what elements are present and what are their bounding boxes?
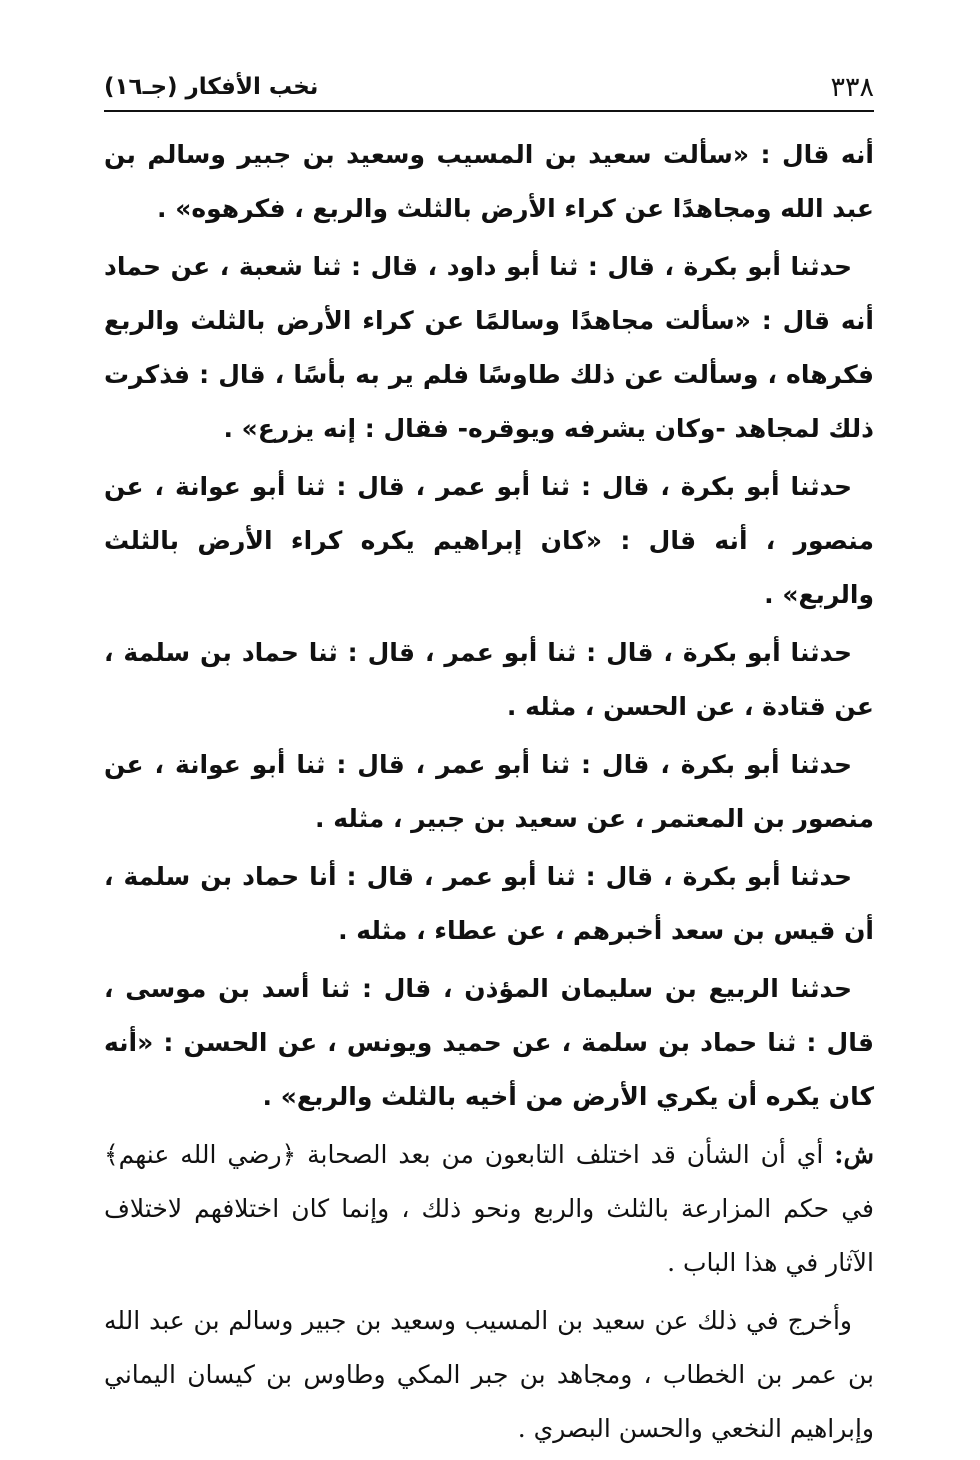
hadith-paragraph-5: حدثنا أبو بكرة ، قال : ثنا أبو عمر ، قال : ثنا أبو عوانة ، عن منصور بن المعتمر ، عن سعيد بن جبير ، مثله . [104,750,874,833]
commentary-text: أي أن الشأن قد اختلف التابعون من بعد الصحابة ﴿رضي الله عنهم﴾ في حكم المزارعة بالثلث والربع ونحو ذلك ، وإنما كان اختلافهم لاختلاف الآثار في هذا الباب . [104,1140,874,1277]
page-number: ٣٣٨ [830,71,874,103]
hadith-paragraph-1: أنه قال : «سألت سعيد بن المسيب وسعيد بن جبير وسالم بن عبد الله ومجاهدًا عن كراء الأرض بالثلث والربع ، فكرهوه» . [104,140,874,223]
page-header [104,64,874,112]
hadith-paragraph-3: حدثنا أبو بكرة ، قال : ثنا أبو عمر ، قال : ثنا أبو عوانة ، عن منصور ، أنه قال : «كان إبراهيم يكره كراء الأرض بالثلث والربع» . [104,472,874,609]
closing-paragraph: وأخرج في ذلك عن سعيد بن المسيب وسعيد بن جبير وسالم بن عبد الله بن عمر بن الخطاب ، ومجاهد بن جبر المكي وطاوس بن كيسان اليماني وإبراهيم النخعي والحسن البصري . [104,1306,874,1443]
hadith-paragraph-2: حدثنا أبو بكرة ، قال : ثنا أبو داود ، قال : ثنا شعبة ، عن حماد أنه قال : «سألت مجاهدًا وسالمًا عن كراء الأرض بالثلث والربع فكرهاه ، وسألت عن ذلك طاوسًا فلم ير به بأسًا ، قال : فذكرت ذلك لمجاهد -وكان يشرفه ويوقره- فقال : إنه يزرع» . [104,252,874,443]
hadith-paragraph-7: حدثنا الربيع بن سليمان المؤذن ، قال : ثنا أسد بن موسى ، قال : ثنا حماد بن سلمة ، عن حميد ويونس ، عن الحسن : «أنه كان يكره أن يكري الأرض من أخيه بالثلث والربع» . [104,974,874,1111]
commentary-marker: ش: [834,1140,874,1169]
page-body [104,128,874,1460]
hadith-paragraph-4: حدثنا أبو بكرة ، قال : ثنا أبو عمر ، قال : ثنا حماد بن سلمة ، عن قتادة ، عن الحسن ، مثله . [104,638,874,721]
hadith-paragraph-6: حدثنا أبو بكرة ، قال : ثنا أبو عمر ، قال : أنا حماد بن سلمة ، أن قيس بن سعد أخبرهم ، عن عطاء ، مثله . [104,862,874,945]
running-title: نخب الأفكار (جـ١٦) [104,74,319,100]
commentary-paragraph [104,1128,874,1290]
